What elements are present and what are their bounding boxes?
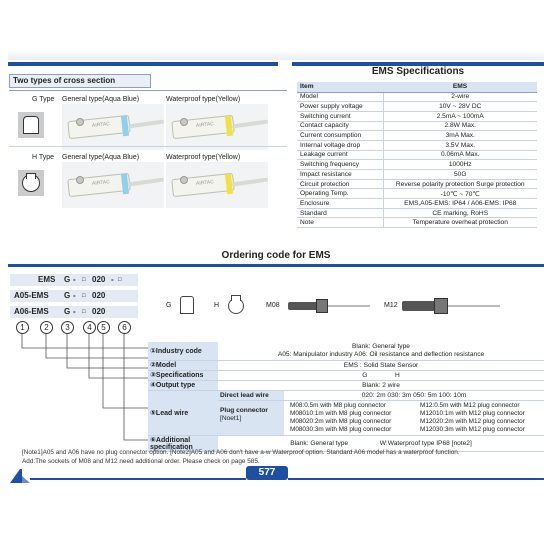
- spec-item: Enclosure: [297, 199, 383, 209]
- plug-option: M08010:1m with M8 plug connector: [290, 409, 392, 417]
- industry-line1: Blank: General type: [352, 342, 410, 350]
- direct-lead-row: [218, 391, 544, 401]
- plug-connector-label: Plug connector: [220, 406, 268, 414]
- plug-connector-options: [284, 401, 544, 435]
- m12-nut-icon: [434, 298, 448, 314]
- plug-connector-cell: [218, 401, 284, 435]
- spec-col-ems: EMS: [383, 82, 537, 92]
- specifications-label: ③Specifications: [148, 370, 218, 380]
- sensor-brand-mark: AIRTAC: [91, 179, 111, 187]
- model-prefix: EMS: [38, 275, 56, 284]
- plug-option: M08:0.5m with M8 plug connector: [290, 401, 386, 409]
- note-line2: Add:The sockets of M08 and M12 need additional order. Please check on page 585.: [22, 458, 260, 465]
- spec-col-item: Item: [297, 82, 383, 92]
- spec-value: Reverse polarity protection Surge protection: [383, 179, 537, 189]
- model-row: [148, 360, 544, 370]
- m12-connector-icon: [402, 301, 436, 311]
- model-code: 020: [92, 307, 106, 316]
- spec-value: 1000Hz: [383, 160, 537, 170]
- spec-value: 2.5mA ~ 100mA: [383, 111, 537, 121]
- direct-lead-values: 020: 2m 030: 3m 050: 5m 100: 10m: [361, 391, 467, 399]
- spec-item: Impact resistance: [297, 170, 383, 180]
- sensor-brand-mark: AIRTAC: [195, 179, 215, 187]
- industry-row: [148, 342, 544, 360]
- industry-label: ①Industry code: [148, 342, 218, 360]
- spec-item: Circuit protection: [297, 179, 383, 189]
- circle-6: 6: [118, 321, 131, 334]
- h-general-label: General type(Aqua Blue): [62, 154, 140, 161]
- h-icon-label: H: [214, 302, 220, 309]
- spec-item: Contact capacity: [297, 121, 383, 131]
- model-dash: -: [73, 291, 76, 300]
- output-value: Blank: 2 wire: [218, 380, 544, 390]
- m08-connector-icon: [288, 302, 318, 310]
- additional-value2: W:Waterproof type IP68 [note2]: [379, 439, 472, 447]
- m08-lead-icon: [328, 305, 370, 307]
- model-prefix: A06-EMS: [14, 307, 49, 316]
- m08-label: M08: [266, 302, 280, 309]
- spec-value: 3mA Max.: [383, 131, 537, 141]
- g-general-label: General type(Aqua Blue): [62, 96, 140, 103]
- footer-rule-left: [30, 478, 246, 480]
- g-type-label: G Type: [32, 96, 55, 103]
- plug-connector-row: [218, 401, 544, 435]
- model-code: 020: [92, 291, 106, 300]
- spec-value: 0.06mA Max.: [383, 150, 537, 160]
- lead-wire-detail: [218, 390, 544, 435]
- note-line1: [Note1]A05 and A06 have no plug connector option. [Note2]A05 and A06 don't have a-w Waterproof option. Standard A06 model has a waterproof function.: [22, 449, 460, 456]
- spec-item: Leakage current: [297, 150, 383, 160]
- plug-option: M12030:3m with M12 plug connector: [420, 425, 525, 433]
- model-code: 020: [92, 275, 106, 284]
- page-number: 577: [246, 466, 288, 480]
- additional-label: ⑥Additional specification: [148, 435, 218, 451]
- model-box: □: [82, 309, 86, 315]
- plug-connector-note: [Noet1]: [220, 414, 242, 422]
- model-g: G: [64, 307, 71, 316]
- lead-wire-row: [148, 390, 544, 435]
- plug-m12-list: [420, 402, 525, 435]
- plug-option: M12010:1m with M12 plug connector: [420, 409, 525, 417]
- spec-item: Switching frequency: [297, 160, 383, 170]
- model-box: □: [82, 277, 86, 283]
- spec-item: Model: [297, 92, 383, 102]
- model-prefix: A05-EMS: [14, 291, 49, 300]
- m08-nut-icon: [316, 299, 328, 313]
- output-label: ④Output type: [148, 380, 218, 390]
- footer-rule-right: [288, 478, 544, 480]
- plug-option: M12:0.5m with M12 plug connector: [420, 401, 520, 409]
- plug-option: M08030:3m with M8 plug connector: [290, 425, 392, 433]
- circle-5: 5: [97, 321, 110, 334]
- output-row: [148, 380, 544, 390]
- m12-label: M12: [384, 302, 398, 309]
- g-waterproof-label: Waterproof type(Yellow): [166, 96, 241, 103]
- model-dash: -: [73, 275, 76, 284]
- spec-value: Temperature overheat protection: [383, 218, 537, 228]
- spec-item: Current consumption: [297, 131, 383, 141]
- cross-section-title: Two types of cross section: [9, 74, 151, 88]
- model-dash: -: [73, 307, 76, 316]
- h-profile-top: [231, 295, 241, 301]
- h-type-label: H Type: [32, 154, 55, 161]
- model-g: G: [64, 275, 71, 284]
- ordering-table: [148, 342, 544, 452]
- model-value: EMS : Solid State Sensor: [218, 360, 544, 370]
- g-profile-icon: [180, 296, 194, 314]
- plug-option: M12020:2m with M12 plug connector: [420, 417, 525, 425]
- spec-item: Operating Temp.: [297, 189, 383, 199]
- spec-value: CE marking, RoHS: [383, 208, 537, 218]
- g-icon-label: G: [166, 302, 172, 309]
- notes: [22, 448, 542, 466]
- spec-h: H: [395, 371, 400, 379]
- model-box2: □: [118, 277, 122, 283]
- spec-value: 2.8W Max.: [383, 121, 537, 131]
- spec-item: Power supply voltage: [297, 102, 383, 112]
- circle-2: 2: [40, 321, 53, 334]
- additional-value1: Blank: General type: [290, 439, 349, 447]
- sensor-brand-mark: AIRTAC: [195, 121, 215, 129]
- spec-item: Standard: [297, 208, 383, 218]
- model-dash2: -: [111, 275, 114, 284]
- plug-option: M08020:2m with M8 plug connector: [290, 417, 392, 425]
- circle-3: 3: [61, 321, 74, 334]
- plug-m8-list: [290, 402, 420, 435]
- m12-lead-icon: [448, 305, 500, 307]
- specifications-value: [218, 370, 544, 380]
- spec-item: Internal voltage drop: [297, 140, 383, 150]
- spec-value: 3.5V Max.: [383, 140, 537, 150]
- lead-wire-label: ⑤Lead wire: [148, 390, 218, 435]
- sensor-brand-mark: AIRTAC: [91, 121, 111, 129]
- order-heading: Ordering code for EMS: [221, 250, 331, 261]
- circle-4: 4: [83, 321, 96, 334]
- spec-value: 50G: [383, 170, 537, 180]
- model-g: G: [64, 291, 71, 300]
- spec-heading: EMS Specifications: [371, 66, 465, 77]
- h-waterproof-label: Waterproof type(Yellow): [166, 154, 241, 161]
- circle-1: 1: [16, 321, 29, 334]
- spec-value: EMS,A05-EMS: IP64 / A06-EMS: IP68: [383, 199, 537, 209]
- brand-logo-icon: [8, 468, 32, 484]
- specifications-row: [148, 370, 544, 380]
- spec-value: 10V ~ 28V DC: [383, 102, 537, 112]
- industry-line2: A05: Manipulator industry A06: Oil resistance and deflection resistance: [277, 350, 485, 358]
- spec-value: -10℃ ~ 70℃: [383, 189, 537, 199]
- direct-lead-label: Direct lead wire: [218, 391, 284, 400]
- spec-item: Switching current: [297, 111, 383, 121]
- industry-value: [218, 342, 544, 360]
- spec-value: 2-wire: [383, 92, 537, 102]
- model-box: □: [82, 293, 86, 299]
- spec-g: G: [362, 371, 368, 379]
- spec-item: Note: [297, 218, 383, 228]
- model-label: ②Model: [148, 360, 218, 370]
